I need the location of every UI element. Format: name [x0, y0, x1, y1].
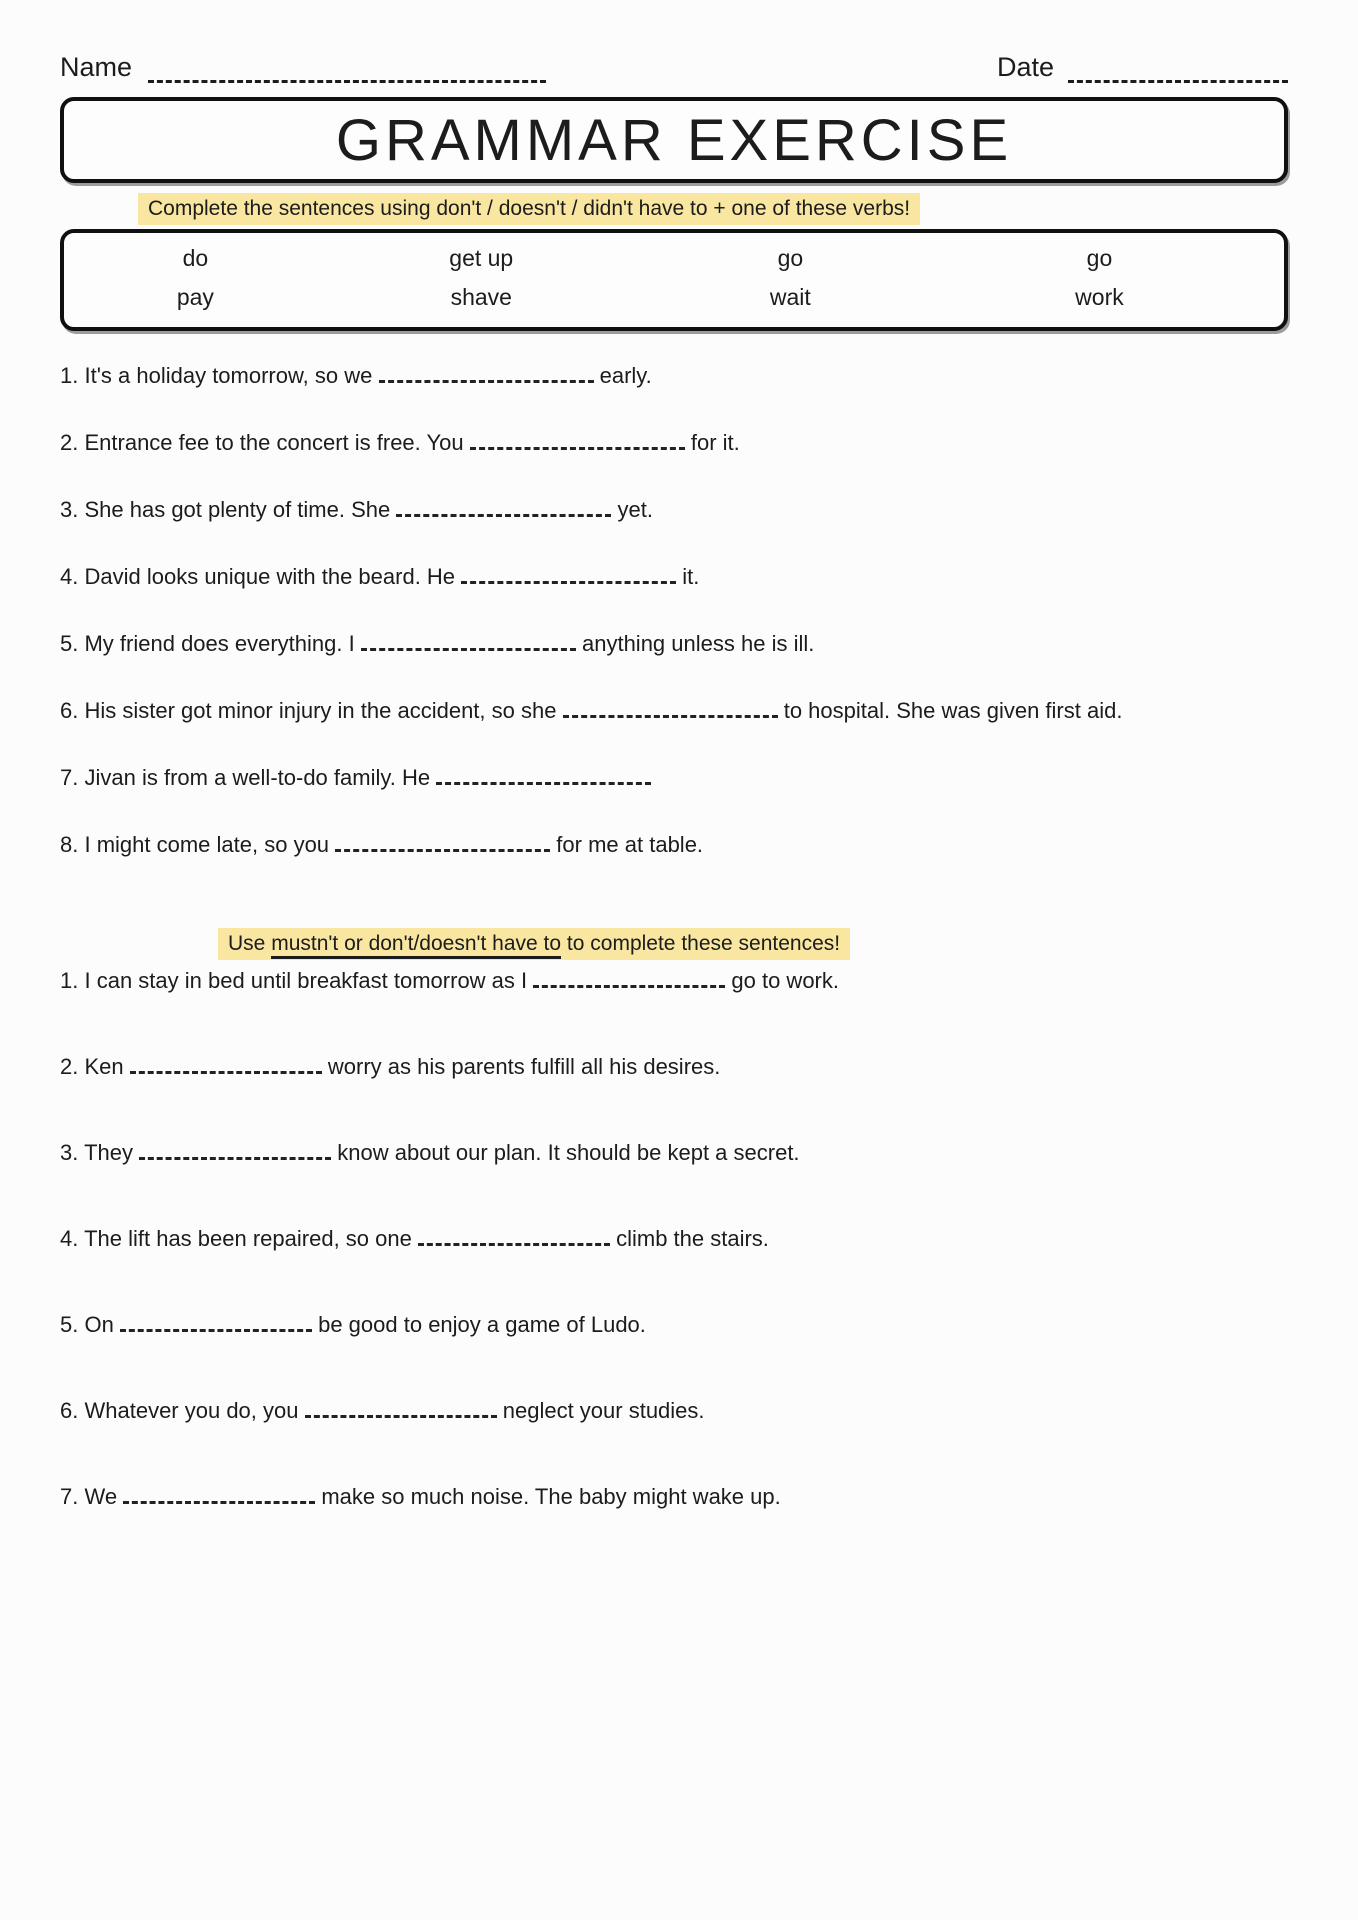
- answer-blank[interactable]: [563, 703, 778, 718]
- question-number: 2.: [60, 1054, 79, 1079]
- instruction-1-row: [138, 193, 1288, 225]
- question-item: [60, 363, 1288, 389]
- question-item: [60, 631, 1288, 657]
- verb-word-bank: [60, 229, 1288, 331]
- question-pre-text: Ken: [84, 1054, 124, 1079]
- question-item: [60, 1312, 1288, 1338]
- question-item: [60, 968, 1288, 994]
- question-item: [60, 430, 1288, 456]
- question-number: 1.: [60, 363, 79, 388]
- answer-blank[interactable]: [361, 636, 576, 651]
- answer-blank[interactable]: [123, 1489, 315, 1504]
- question-number: 7.: [60, 1484, 79, 1509]
- verb-word: pay: [176, 284, 214, 310]
- date-label: Date: [996, 52, 1054, 82]
- question-post-text: for me at table.: [556, 832, 704, 857]
- question-item: [60, 564, 1288, 590]
- answer-blank[interactable]: [305, 1403, 497, 1418]
- question-post-text: go to work.: [731, 968, 839, 993]
- question-number: 4.: [60, 1226, 79, 1251]
- question-pre-text: David looks unique with the beard. He: [84, 564, 456, 589]
- question-number: 2.: [60, 430, 79, 455]
- question-item: [60, 1054, 1288, 1080]
- question-number: 6.: [60, 1398, 79, 1423]
- verb-word: do: [182, 245, 209, 271]
- question-number: 3.: [60, 497, 79, 522]
- instruction-2-row: [218, 928, 1288, 960]
- instruction-2-post: to complete these sentences!: [566, 932, 841, 955]
- question-pre-text: Whatever you do, you: [84, 1398, 299, 1423]
- question-item: [60, 1140, 1288, 1166]
- verb-word: go: [1086, 245, 1113, 271]
- answer-blank[interactable]: [461, 569, 676, 584]
- question-number: 5.: [60, 1312, 79, 1337]
- question-pre-text: I might come late, so you: [84, 832, 330, 857]
- question-number: 4.: [60, 564, 79, 589]
- question-item: [60, 1226, 1288, 1252]
- question-item: [60, 1398, 1288, 1424]
- question-post-text: early.: [599, 363, 652, 388]
- question-post-text: know about our plan. It should be kept a secret.: [337, 1140, 800, 1165]
- instruction-2-highlight: [218, 928, 850, 960]
- question-post-text: yet.: [617, 497, 653, 522]
- answer-blank[interactable]: [335, 837, 550, 852]
- question-item: [60, 698, 1288, 724]
- question-number: 1.: [60, 968, 79, 993]
- header-row: [60, 52, 1288, 83]
- section-2-questions: [60, 968, 1288, 1510]
- answer-blank[interactable]: [379, 368, 594, 383]
- question-item: [60, 765, 1288, 791]
- question-pre-text: The lift has been repaired, so one: [84, 1226, 412, 1251]
- instruction-2-underlined: mustn't or don't/doesn't have to: [271, 932, 561, 959]
- question-number: 7.: [60, 765, 79, 790]
- answer-blank[interactable]: [418, 1231, 610, 1246]
- verb-word: get up: [449, 245, 514, 271]
- question-number: 3.: [60, 1140, 79, 1165]
- instruction-1-highlight: Complete the sentences using don't / doesn't / didn't have to + one of these verbs!: [138, 193, 920, 225]
- question-post-text: be good to enjoy a game of Ludo.: [318, 1312, 646, 1337]
- question-pre-text: I can stay in bed until breakfast tomorrow as I: [84, 968, 528, 993]
- question-number: 5.: [60, 631, 79, 656]
- question-pre-text: My friend does everything. I: [84, 631, 355, 656]
- verb-word: wait: [769, 284, 811, 310]
- question-post-text: to hospital. She was given first aid.: [783, 698, 1123, 723]
- instruction-2-pre: Use: [228, 932, 266, 955]
- question-item: [60, 497, 1288, 523]
- date-field-group: [997, 52, 1288, 83]
- date-write-line[interactable]: [1068, 77, 1288, 83]
- verb-word: go: [777, 245, 804, 271]
- section-1-questions: [60, 363, 1288, 858]
- title-box: [60, 97, 1288, 183]
- answer-blank[interactable]: [470, 435, 685, 450]
- question-post-text: neglect your studies.: [502, 1398, 705, 1423]
- question-pre-text: His sister got minor injury in the accident, so she: [84, 698, 557, 723]
- question-pre-text: We: [84, 1484, 118, 1509]
- answer-blank[interactable]: [436, 770, 651, 785]
- question-post-text: anything unless he is ill.: [581, 631, 815, 656]
- name-label: Name: [60, 52, 133, 82]
- answer-blank[interactable]: [533, 973, 725, 988]
- question-pre-text: Entrance fee to the concert is free. You: [84, 430, 464, 455]
- name-field-group: [60, 52, 546, 83]
- question-item: [60, 832, 1288, 858]
- verb-word: work: [1075, 284, 1124, 310]
- question-pre-text: On: [84, 1312, 114, 1337]
- question-post-text: it.: [682, 564, 700, 589]
- question-pre-text: Jivan is from a well-to-do family. He: [84, 765, 431, 790]
- question-post-text: worry as his parents fulfill all his desires.: [327, 1054, 721, 1079]
- answer-blank[interactable]: [139, 1145, 331, 1160]
- question-post-text: make so much noise. The baby might wake up.: [321, 1484, 781, 1509]
- question-pre-text: They: [84, 1140, 133, 1165]
- question-number: 6.: [60, 698, 79, 723]
- question-post-text: climb the stairs.: [616, 1226, 769, 1251]
- verb-word: shave: [450, 284, 512, 310]
- page-title: GRAMMAR EXERCISE: [335, 107, 1013, 173]
- question-number: 8.: [60, 832, 79, 857]
- answer-blank[interactable]: [120, 1317, 312, 1332]
- question-item: [60, 1484, 1288, 1510]
- name-write-line[interactable]: [148, 77, 546, 83]
- answer-blank[interactable]: [130, 1059, 322, 1074]
- answer-blank[interactable]: [396, 502, 611, 517]
- question-pre-text: She has got plenty of time. She: [84, 497, 391, 522]
- question-pre-text: It's a holiday tomorrow, so we: [84, 363, 373, 388]
- question-post-text: for it.: [690, 430, 740, 455]
